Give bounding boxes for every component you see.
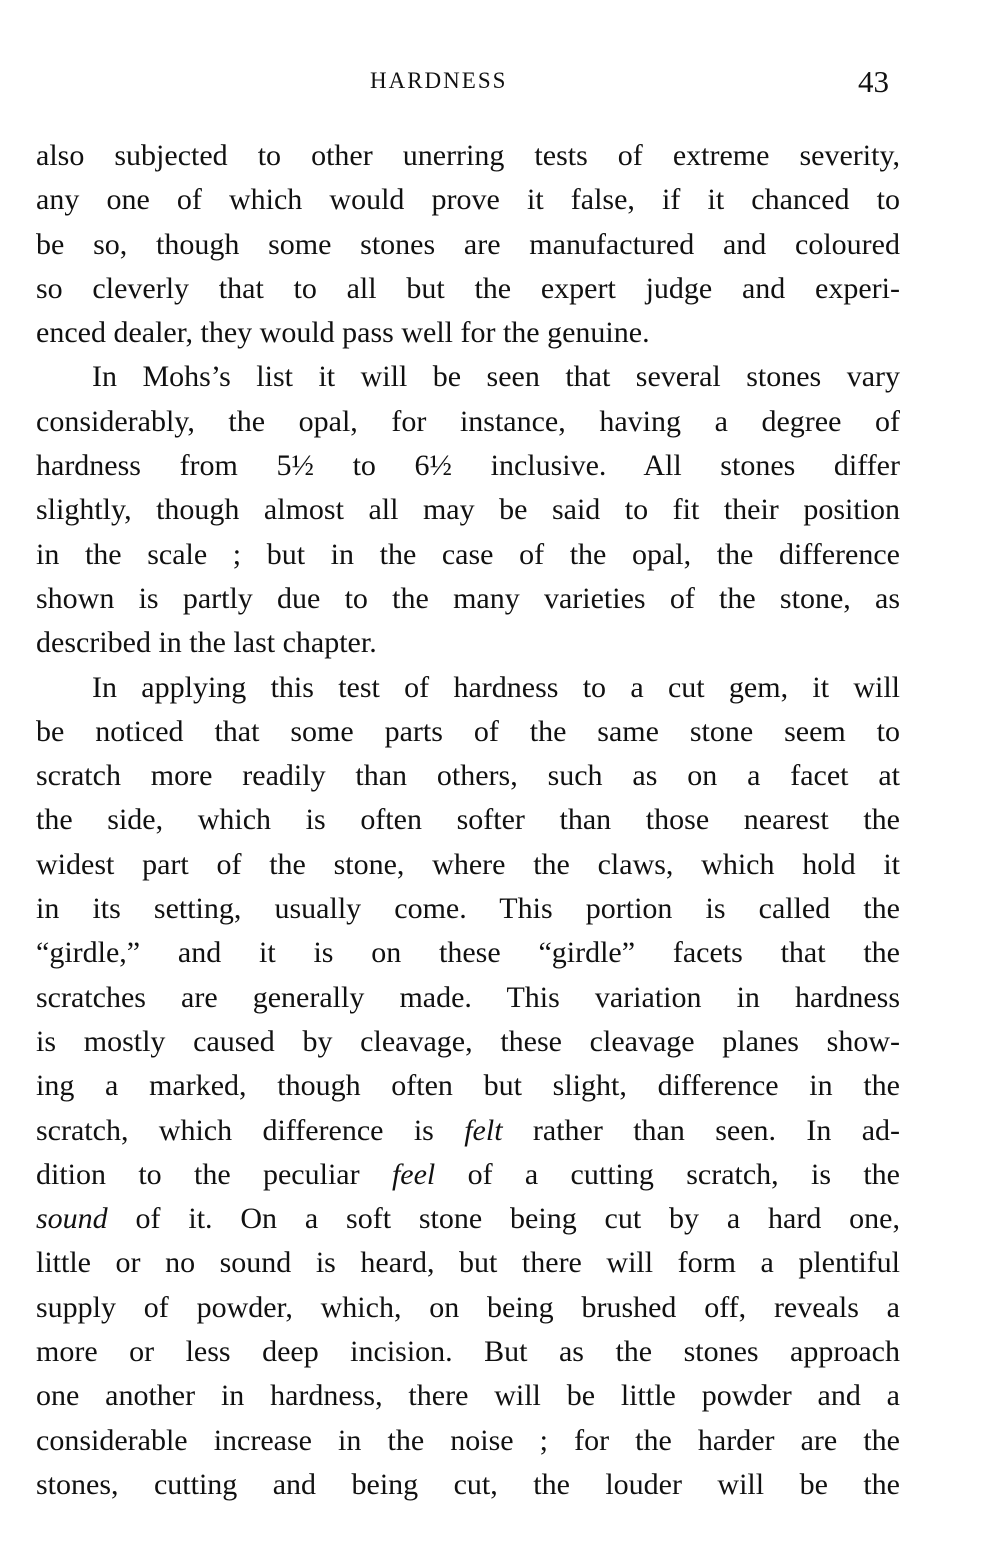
running-head-title: HARDNESS — [370, 68, 508, 93]
text-line — [36, 887, 900, 931]
text-segment: in the scale ; but in the case of the opal, the difference — [36, 537, 900, 571]
text-segment: any one of which would prove it false, if it chanced to — [36, 183, 900, 217]
text-segment: enced dealer, they would pass well for the genuine. — [36, 316, 650, 350]
text-line — [36, 178, 900, 222]
text-segment: described in the last chapter. — [36, 626, 377, 660]
text-segment: be noticed that some parts of the same stone seem to — [36, 714, 900, 748]
text-line — [36, 710, 900, 754]
text-segment: “girdle,” and it is on these “girdle” facets that the — [36, 936, 900, 970]
running-head — [0, 64, 1000, 104]
italic-word: felt — [464, 1113, 503, 1147]
text-line — [36, 311, 900, 355]
text-segment: scratch, which difference is — [36, 1113, 465, 1147]
text-line — [36, 621, 900, 665]
text-line — [36, 267, 900, 311]
text-segment: dition to the peculiar — [36, 1157, 392, 1191]
text-segment: scratch more readily than others, such as on a facet at — [36, 759, 900, 793]
text-line — [36, 1374, 900, 1418]
text-line — [36, 223, 900, 267]
text-segment: ing a marked, though often but slight, difference in the — [36, 1069, 900, 1103]
text-line — [36, 1241, 900, 1285]
text-line — [36, 1419, 900, 1463]
text-segment: scratches are generally made. This variation in hardness — [36, 980, 900, 1014]
text-line — [36, 976, 900, 1020]
text-line — [36, 798, 900, 842]
text-line — [36, 134, 900, 178]
text-line — [36, 400, 900, 444]
text-line — [36, 1330, 900, 1374]
text-segment: be so, though some stones are manufactured and coloured — [36, 227, 900, 261]
text-segment: more or less deep incision. But as the stones approach — [36, 1335, 900, 1369]
text-segment: In Mohs’s list it will be seen that several stones vary — [92, 360, 900, 394]
text-line — [36, 533, 900, 577]
text-line — [36, 1463, 900, 1507]
text-segment: considerable increase in the noise ; for the harder are the — [36, 1423, 900, 1457]
text-segment: slightly, though almost all may be said to fit their position — [36, 493, 900, 527]
text-line — [36, 666, 900, 710]
text-line — [36, 355, 900, 399]
body-text — [36, 134, 900, 1507]
text-segment: shown is partly due to the many varieties of the stone, as — [36, 581, 900, 615]
text-segment: considerably, the opal, for instance, having a degree of — [36, 404, 900, 438]
text-line — [36, 1197, 900, 1241]
text-line — [36, 1064, 900, 1108]
text-line — [36, 1020, 900, 1064]
text-line — [36, 488, 900, 532]
italic-word: feel — [391, 1157, 436, 1191]
text-line — [36, 931, 900, 975]
text-segment: of a cutting scratch, is the — [435, 1157, 900, 1191]
text-segment: in its setting, usually come. This portion is called the — [36, 892, 900, 926]
text-line — [36, 1286, 900, 1330]
text-segment: rather than seen. In ad- — [502, 1113, 901, 1147]
text-segment: widest part of the stone, where the claws, which hold it — [36, 847, 900, 881]
text-segment: so cleverly that to all but the expert judge and experi- — [36, 271, 900, 305]
text-line — [36, 444, 900, 488]
text-segment: little or no sound is heard, but there will form a plentiful — [36, 1246, 900, 1280]
page-number: 43 — [858, 64, 889, 99]
text-segment: is mostly caused by cleavage, these cleavage planes show- — [36, 1024, 900, 1058]
text-segment: one another in hardness, there will be little powder and a — [36, 1379, 900, 1413]
text-segment: stones, cutting and being cut, the louder will be the — [36, 1467, 900, 1501]
text-line — [36, 843, 900, 887]
text-segment: hardness from 5½ to 6½ inclusive. All stones differ — [36, 449, 900, 483]
text-segment: also subjected to other unerring tests of extreme severity, — [36, 139, 900, 172]
text-segment: of it. On a soft stone being cut by a hard one, — [107, 1202, 900, 1236]
text-line — [36, 1153, 900, 1197]
text-segment: the side, which is often softer than those nearest the — [36, 803, 900, 837]
text-segment: In applying this test of hardness to a cut gem, it will — [92, 670, 900, 704]
text-line — [36, 577, 900, 621]
text-segment: supply of powder, which, on being brushed off, reveals a — [36, 1290, 900, 1324]
italic-word: sound — [36, 1202, 108, 1236]
text-line — [36, 754, 900, 798]
text-line — [36, 1109, 900, 1153]
